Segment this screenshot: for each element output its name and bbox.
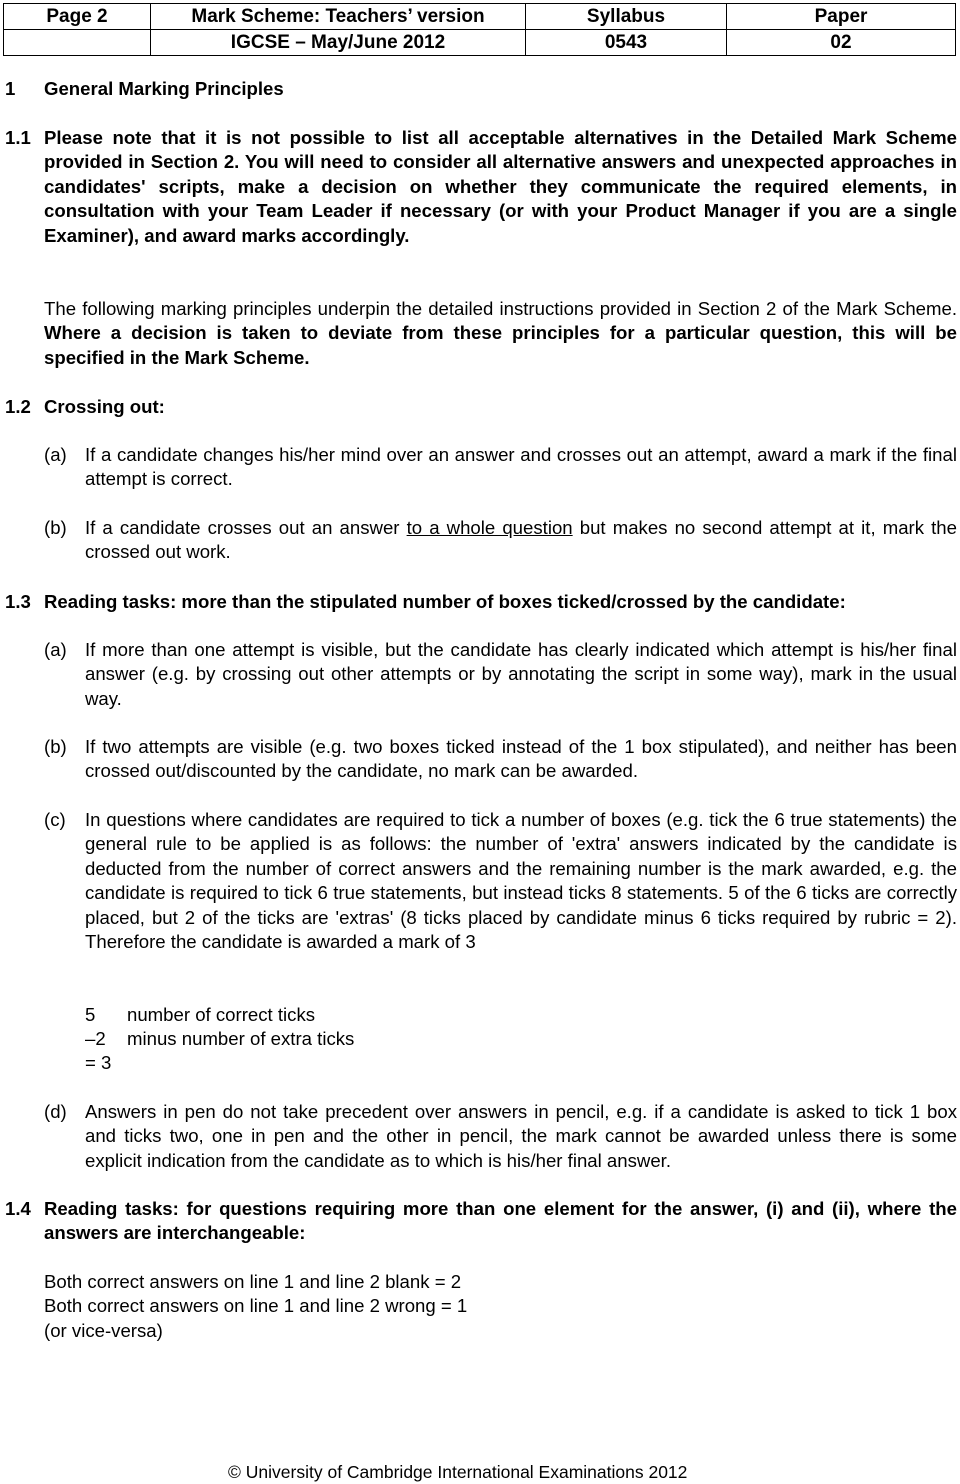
header-empty-cell [4,30,151,56]
header-paper-label: Paper [727,4,956,30]
calc-row-1-number: 5 [85,1004,96,1025]
s14-line-1: Both correct answers on line 1 and line 2 blank = 2 [44,1271,462,1292]
calc-row-2-number: –2 [85,1028,106,1049]
footer-text: University of Cambridge International Examinations 2012 [245,1462,688,1482]
s14-line-3: (or vice-versa) [44,1320,163,1341]
s11-paragraph-1: Please note that it is not possible to list all acceptable alternatives in the Detailed Mark Scheme provided in Section 2. You will need to consider all alternative answers and unexpected approaches in candidates' scripts, make a decision on whether they communicate the required elements, in consultation with your Team Leader if necessary (or with your Product Manager if you are a single Examiner), and award marks accordingly. [44,127,957,246]
header-paper-number: 02 [727,30,956,56]
s11-p2-bold: Where a decision is taken to deviate from these principles for a particular question, this will be specified in the Mark Scheme. [44,322,957,368]
section-1-title: General Marking Principles [44,78,284,99]
s14-number: 1.4 [5,1198,31,1219]
header-page: Page 2 [4,4,151,30]
footer-copyright [228,1461,687,1483]
s12-b-underlined: to a whole question [406,517,573,538]
header-subtitle: IGCSE – May/June 2012 [151,30,526,56]
s13-d-label: (d) [44,1101,67,1122]
s14-line-2: Both correct answers on line 1 and line 2 wrong = 1 [44,1295,468,1316]
s13-number: 1.3 [5,591,31,612]
s14-title: Reading tasks: for questions requiring more than one element for the answer, (i) and (ii), where the answers are interchangeable: [44,1198,957,1244]
header-syllabus-code: 0543 [526,30,727,56]
header-table [3,3,956,56]
s12-title: Crossing out: [44,396,165,417]
s13-a-text: If more than one attempt is visible, but the candidate has clearly indicated which attempt is his/her final answer (e.g. by crossing out other attempts or by annotating the script in some way), mark in the usual way. [85,639,957,709]
s12-b-label: (b) [44,517,67,538]
copyright-icon: © [228,1462,241,1482]
s12-b-text [85,516,957,565]
calc-row-2-desc: minus number of extra ticks [127,1028,355,1049]
s13-title: Reading tasks: more than the stipulated number of boxes ticked/crossed by the candidate: [44,591,846,612]
s13-c-label: (c) [44,809,66,830]
section-1-number: 1 [5,78,16,99]
s12-number: 1.2 [5,396,31,417]
calc-row-3-number: = 3 [85,1052,112,1073]
s11-number: 1.1 [5,127,31,148]
s11-paragraph-2 [44,297,957,370]
s13-b-text: If two attempts are visible (e.g. two boxes ticked instead of the 1 box stipulated), and neither has been crossed out/discounted by the candidate, no mark can be awarded. [85,736,957,782]
s12-a-text: If a candidate changes his/her mind over an answer and crosses out an attempt, award a mark if the final attempt is correct. [85,444,957,490]
s12-b-pre: If a candidate crosses out an answer [85,517,400,538]
s11-p2-normal: The following marking principles underpin the detailed instructions provided in Section 2 of the Mark Scheme. [44,298,957,319]
s12-b-post: but makes no second attempt at it, mark the crossed out work. [85,517,957,563]
header-syllabus-label: Syllabus [526,4,727,30]
header-title: Mark Scheme: Teachers’ version [151,4,526,30]
s13-d-text: Answers in pen do not take precedent over answers in pencil, e.g. if a candidate is asked to tick 1 box and ticks two, one in pen and the other in pencil, the mark cannot be awarded unless there is some explicit indication from the candidate as to which is his/her final answer. [85,1101,957,1171]
s13-b-label: (b) [44,736,67,757]
s12-a-label: (a) [44,444,67,465]
s13-a-label: (a) [44,639,67,660]
s13-c-text: In questions where candidates are required to tick a number of boxes (e.g. tick the 6 true statements) the general rule to be applied is as follows: the number of 'extra' answers indicated by the candidate is deducted from the number of correct answers and the remaining number is the mark awarded, e.g. the candidate is required to tick 6 true statements, but instead ticks 8 statements. 5 of the 6 ticks are correctly placed, but 2 of the ticks are 'extras' (8 ticks placed by candidate minus 6 ticks required by rubric = 2). Therefore the candidate is awarded a mark of 3 [85,809,957,953]
calc-row-1-desc: number of correct ticks [127,1004,316,1025]
